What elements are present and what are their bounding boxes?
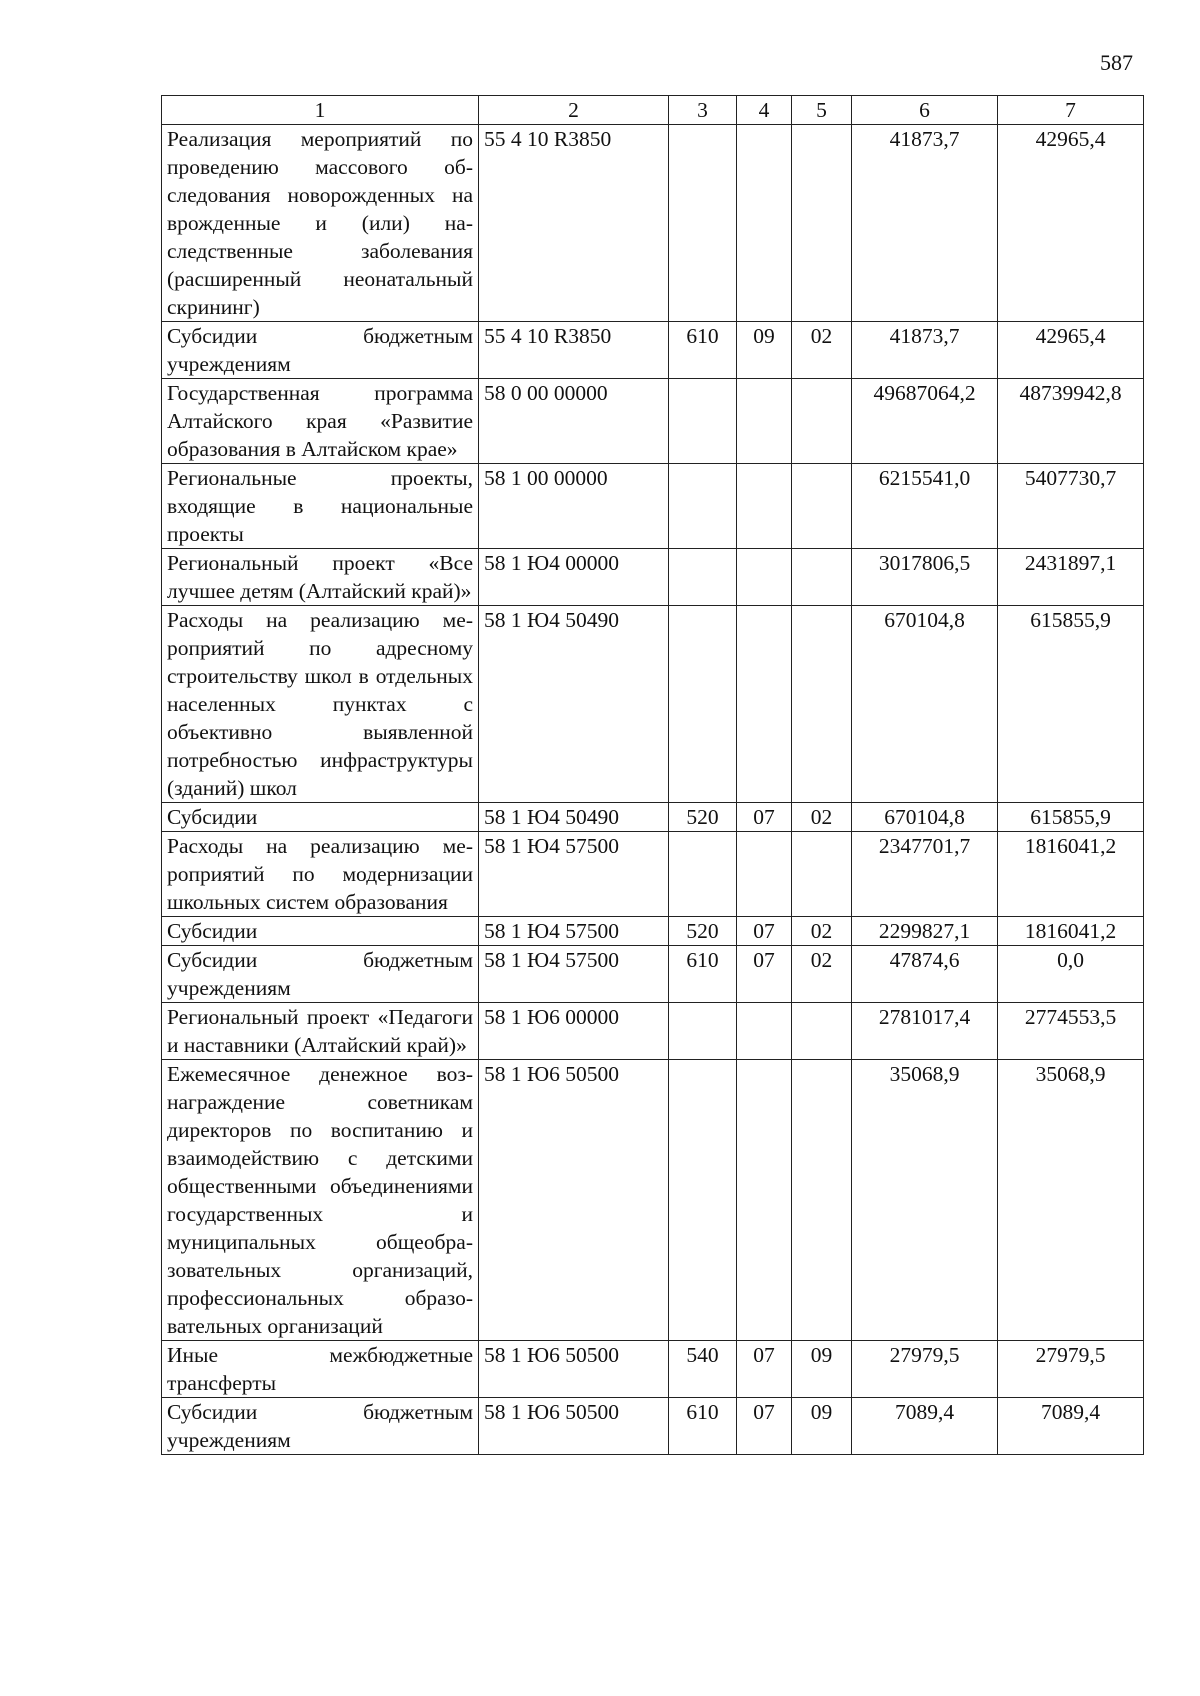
row-code-cell: 58 1 Ю6 00000 [479,1003,669,1060]
row-col4-cell [737,832,792,917]
row-name-cell: Расходы на реализацию мероприятий по адресному строительству школ в отдельных населенных пунктах с объективно выявленной потребностью инфраструктуры (зданий) школ [162,606,479,803]
table-row [162,125,1144,322]
row-col7-amount-cell: 0,0 [998,946,1144,1003]
row-name-cell: Государственная программа Алтайского края «Развитие образования в Алтайском крае» [162,379,479,464]
row-col5-cell: 09 [792,1398,852,1455]
row-col3-cell: 610 [669,322,737,379]
row-name-cell: Региональный проект «Все лучшее детям (Алтайский край)» [162,549,479,606]
row-col6-amount-cell: 27979,5 [852,1341,998,1398]
row-col5-cell: 02 [792,946,852,1003]
header-row [162,96,1144,125]
row-col6-amount-cell: 7089,4 [852,1398,998,1455]
row-col3-cell [669,379,737,464]
row-col4-cell: 07 [737,1341,792,1398]
row-col6-amount-cell: 49687064,2 [852,379,998,464]
column-header: 1 [162,96,479,125]
row-name-cell: Субсидии бюджетным учреждениям [162,946,479,1003]
row-col7-amount-cell: 35068,9 [998,1060,1144,1341]
row-col5-cell [792,1060,852,1341]
budget-table [161,95,1144,1455]
table-row [162,1060,1144,1341]
page-number: 587 [1100,50,1133,75]
row-col7-amount-cell: 2774553,5 [998,1003,1144,1060]
row-col6-amount-cell: 670104,8 [852,606,998,803]
row-col5-cell [792,464,852,549]
column-header: 7 [998,96,1144,125]
row-col3-cell [669,464,737,549]
row-col5-cell [792,1003,852,1060]
row-col5-cell [792,379,852,464]
row-col6-amount-cell: 41873,7 [852,322,998,379]
table-header [162,96,1144,125]
row-code-cell: 58 1 Ю6 50500 [479,1398,669,1455]
row-code-cell: 58 1 00 00000 [479,464,669,549]
row-col4-cell: 09 [737,322,792,379]
row-col6-amount-cell: 2299827,1 [852,917,998,946]
row-col6-amount-cell: 41873,7 [852,125,998,322]
table-row [162,322,1144,379]
row-col3-cell: 610 [669,1398,737,1455]
row-col7-amount-cell: 48739942,8 [998,379,1144,464]
row-col7-amount-cell: 42965,4 [998,322,1144,379]
row-name-cell: Ежемесячное денежное вознаграждение советникам директоров по воспитанию и взаимодействию с детскими общественными объединениями государственных и муниципальных общеобразовательных организаций, профессиональных образовательных организаций [162,1060,479,1341]
row-col7-amount-cell: 1816041,2 [998,917,1144,946]
row-col4-cell [737,379,792,464]
row-col7-amount-cell: 27979,5 [998,1341,1144,1398]
row-col4-cell: 07 [737,917,792,946]
table-row [162,606,1144,803]
table-row [162,917,1144,946]
row-name-cell: Иные межбюджетные трансферты [162,1341,479,1398]
row-col4-cell [737,606,792,803]
row-col3-cell [669,549,737,606]
table-row [162,1003,1144,1060]
row-col5-cell: 02 [792,803,852,832]
row-col5-cell [792,549,852,606]
table-row [162,1398,1144,1455]
row-col7-amount-cell: 2431897,1 [998,549,1144,606]
row-name-cell: Субсидии бюджетным учреждениям [162,1398,479,1455]
row-name-cell: Субсидии бюджетным учреждениям [162,322,479,379]
row-code-cell: 58 1 Ю4 57500 [479,832,669,917]
row-col3-cell [669,1060,737,1341]
row-code-cell: 58 1 Ю6 50500 [479,1060,669,1341]
table-row [162,379,1144,464]
row-col7-amount-cell: 7089,4 [998,1398,1144,1455]
row-col3-cell [669,1003,737,1060]
column-header: 5 [792,96,852,125]
row-col6-amount-cell: 47874,6 [852,946,998,1003]
row-code-cell: 58 1 Ю4 57500 [479,917,669,946]
table-row [162,946,1144,1003]
row-col4-cell [737,464,792,549]
row-col3-cell: 540 [669,1341,737,1398]
row-col3-cell: 520 [669,917,737,946]
row-name-cell: Субсидии [162,917,479,946]
row-col3-cell: 520 [669,803,737,832]
table-row [162,832,1144,917]
row-name-cell: Региональные проекты, входящие в национальные проекты [162,464,479,549]
row-code-cell: 58 1 Ю6 50500 [479,1341,669,1398]
row-col5-cell [792,125,852,322]
row-col7-amount-cell: 5407730,7 [998,464,1144,549]
column-header: 3 [669,96,737,125]
row-col3-cell: 610 [669,946,737,1003]
row-col5-cell: 09 [792,1341,852,1398]
row-col6-amount-cell: 3017806,5 [852,549,998,606]
row-col6-amount-cell: 6215541,0 [852,464,998,549]
row-name-cell: Расходы на реализацию мероприятий по модернизации школьных систем образования [162,832,479,917]
table-row [162,549,1144,606]
row-col4-cell [737,1003,792,1060]
row-col3-cell [669,832,737,917]
row-col4-cell [737,1060,792,1341]
row-col5-cell [792,832,852,917]
row-col4-cell: 07 [737,1398,792,1455]
row-col4-cell [737,549,792,606]
row-col7-amount-cell: 1816041,2 [998,832,1144,917]
row-code-cell: 58 1 Ю4 57500 [479,946,669,1003]
row-col7-amount-cell: 615855,9 [998,803,1144,832]
row-col3-cell [669,606,737,803]
row-col5-cell: 02 [792,917,852,946]
row-col5-cell [792,606,852,803]
row-code-cell: 55 4 10 R3850 [479,125,669,322]
row-code-cell: 55 4 10 R3850 [479,322,669,379]
row-col3-cell [669,125,737,322]
row-col6-amount-cell: 2781017,4 [852,1003,998,1060]
row-code-cell: 58 0 00 00000 [479,379,669,464]
column-header: 6 [852,96,998,125]
row-col7-amount-cell: 42965,4 [998,125,1144,322]
row-col5-cell: 02 [792,322,852,379]
row-col6-amount-cell: 2347701,7 [852,832,998,917]
row-name-cell: Субсидии [162,803,479,832]
row-code-cell: 58 1 Ю4 00000 [479,549,669,606]
column-header: 2 [479,96,669,125]
row-name-cell: Реализация мероприятий по проведению массового обследования новорожденных на врожденные и (или) наследственные заболевания (расширенный неонатальный скрининг) [162,125,479,322]
row-col4-cell [737,125,792,322]
column-header: 4 [737,96,792,125]
table-row [162,1341,1144,1398]
table-row [162,464,1144,549]
row-col6-amount-cell: 35068,9 [852,1060,998,1341]
row-code-cell: 58 1 Ю4 50490 [479,803,669,832]
row-col4-cell: 07 [737,946,792,1003]
table-row [162,803,1144,832]
row-col4-cell: 07 [737,803,792,832]
row-code-cell: 58 1 Ю4 50490 [479,606,669,803]
row-col6-amount-cell: 670104,8 [852,803,998,832]
row-col7-amount-cell: 615855,9 [998,606,1144,803]
table-body [162,125,1144,1455]
row-name-cell: Региональный проект «Педагоги и наставники (Алтайский край)» [162,1003,479,1060]
